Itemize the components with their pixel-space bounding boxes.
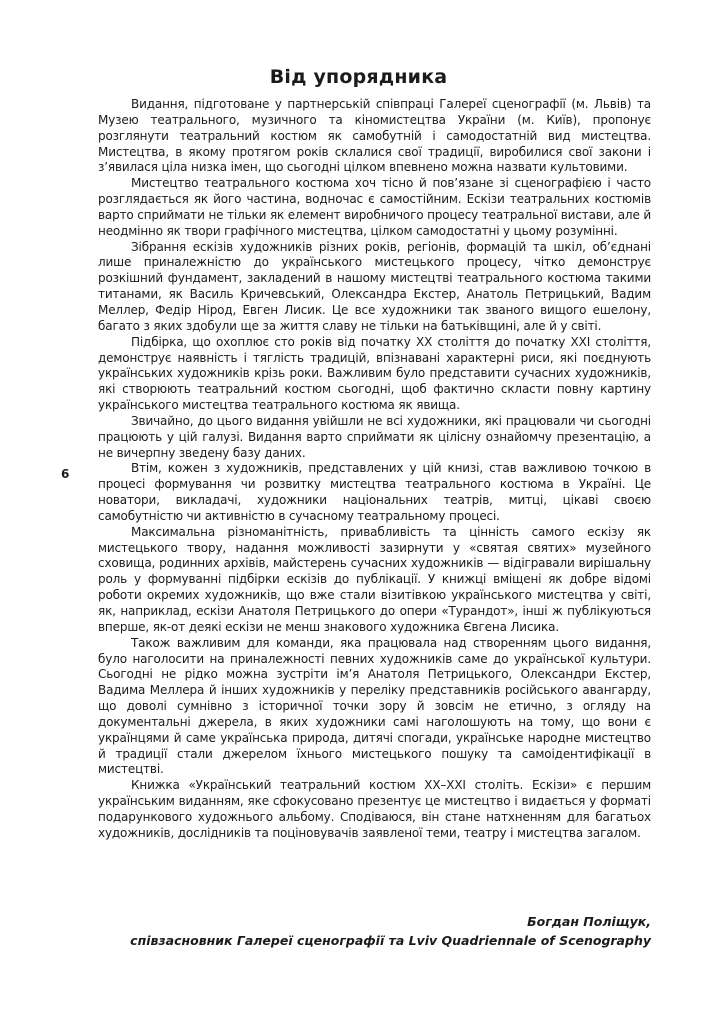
page-title: Від упорядника: [269, 66, 448, 88]
paragraph: Максимальна різноманітність, привабливість та цінність самого ескізу як мистецького твору, надання можливості зазирнути у «святая святих» музейного сховища, родинних архівів, майстерень сучасних художників — відігравали вирішальну роль у формуванні підбірки ескізів до публікації. У книжці вміщені як добре відомі роботи окремих художників, що вже стали візитівкою українського мистецтва у світі, як, наприклад, ескізи Анатоля Петрицького до опери «Турандот», інші ж публікуються вперше, як-от деякі ескізи не менш знакового художника Євгена Лисика.: [98, 524, 651, 634]
paragraph: Мистецтво театрального костюма хоч тісно й пов’язане зі сценографією і часто розглядається як його частина, водночас є самостійним. Ескізи театральних костюмів варто сприймати не тільки як елемент виробничого процесу театральної вистави, але й неодмінно як твори графічного мистецтва, цілком самодостатні у цьому розумінні.: [98, 176, 651, 238]
body-text: [98, 97, 651, 842]
page-number: 6: [61, 467, 70, 481]
paragraph: Також важливим для команди, яка працювала над створенням цього видання, було наголосити на приналежності певних художників саме до української культури. Сьогодні не рідко можна зустріти ім’я Анатоля Петрицького, Олександри Екстер, Вадима Меллера й інших художників у переліку представників російського авангарду, що доволі сумнівно з історичної точки зору й зовсім не етично, з огляду на документальні джерела, в яких художники самі наголошують на тому, що вони є українцями й саме українська природа, дитячі спогади, українське народне мистецтво й традиції стали джерелом їхнього мистецького пошуку та самоідентифікації в мистецтві.: [98, 635, 651, 777]
paragraph: Видання, підготоване у партнерській співпраці Галереї сценографії (м. Львів) та Музею театрального, музичного та кіномистецтва України (м. Київ), пропонує розглянути театральний костюм як самобутній і самодостатній вид мистецтва. Мистецтва, в якому протягом років склалися свої традиції, виробилися свої закони і з’явилася ціла низка імен, що сьогодні цілком впевнено можна назвати культовими.: [98, 97, 651, 175]
paragraph: Втім, кожен з художників, представлених у цій книзі, став важливою точкою в процесі формування чи розвитку мистецтва театрального костюма в Україні. Це новатори, викладачі, художники національних театрів, митці, цікаві своєю самобутністю чи активністю в сучасному театральному процесі.: [98, 461, 651, 523]
paragraph: Підбірка, що охоплює сто років від початку ХХ століття до початку ХХІ століття, демонструє наявність і тяглість традицій, впізнавані характерні риси, які поєднують українських художників крізь роки. Важливим було представити сучасних художників, які створюють театральний костюм сьогодні, щоб фактично скласти повну картину українського мистецтва театрального костюма як явища.: [98, 334, 651, 413]
paragraph: Зібрання ескізів художників різних років, регіонів, формацій та шкіл, об’єднані лише приналежністю до українського мистецького процесу, чітко демонструє розкішний фундамент, закладений в нашому мистецтві театрального костюма такими титанами, як Василь Кричевський, Олександра Екстер, Анатоль Петрицький, Вадим Меллер, Федір Нірод, Евген Лисик. Це все художники так званого вищого ешелону, багато з яких здобули ще за життя славу не тільки на батьківщині, але й у світі.: [98, 239, 651, 333]
paragraph: Звичайно, до цього видання увійшли не всі художники, які працювали чи сьогодні працюють у цій галузі. Видання варто сприймати як цілісну ознайомчу презентацію, а не вичерпну зведену базу даних.: [98, 413, 651, 460]
paragraph: Книжка «Український театральний костюм ХХ–ХХІ століть. Ескізи» є першим українським виданням, яке сфокусовано презентує це мистецтво і видається у форматі подарункового художнього альбому. Сподіваюся, він стане натхненням для багатьох художників, дослідників та поціновувачів заявленої теми, театру і мистецтва загалом.: [98, 778, 651, 840]
signature-role: співзасновник Галереї сценографії та Lviv Quadriennale of Scenography: [130, 933, 651, 948]
signature: [130, 912, 651, 950]
signature-name: Богдан Поліщук,: [527, 914, 651, 929]
